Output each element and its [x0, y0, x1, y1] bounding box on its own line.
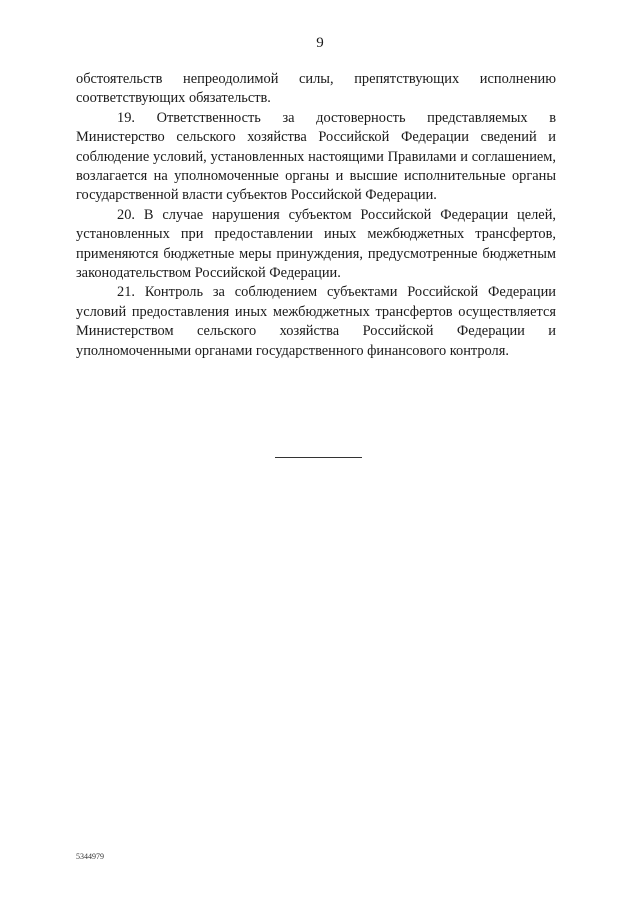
- document-code: 5344979: [76, 852, 104, 861]
- paragraph-20: 20. В случае нарушения субъектом Российской Федерации целей, установленных при предоставлении иных межбюджетных трансфертов, применяются бюджетные меры принуждения, предусмотренные бюджетным законодательством Российской Федерации.: [76, 206, 556, 282]
- end-separator-line: [275, 457, 362, 458]
- document-body: [76, 70, 556, 361]
- paragraph-21: 21. Контроль за соблюдением субъектами Российской Федерации условий предоставления иных межбюджетных трансфертов осуществляется Министерством сельского хозяйства Российской Федерации и уполномоченными органами государственного финансового контроля.: [76, 284, 556, 359]
- page-number: 9: [316, 35, 324, 51]
- paragraph-19: 19. Ответственность за достоверность представляемых в Министерство сельского хозяйства Российской Федерации сведений и соблюдение условий, установленных настоящими Правилами и соглашением, возлагается на уполномоченные органы и высшие исполнительные органы государственной власти субъектов Российской Федерации.: [76, 109, 556, 204]
- paragraph-continuation: обстоятельств непреодолимой силы, препятствующих исполнению соответствующих обязательств.: [76, 71, 556, 107]
